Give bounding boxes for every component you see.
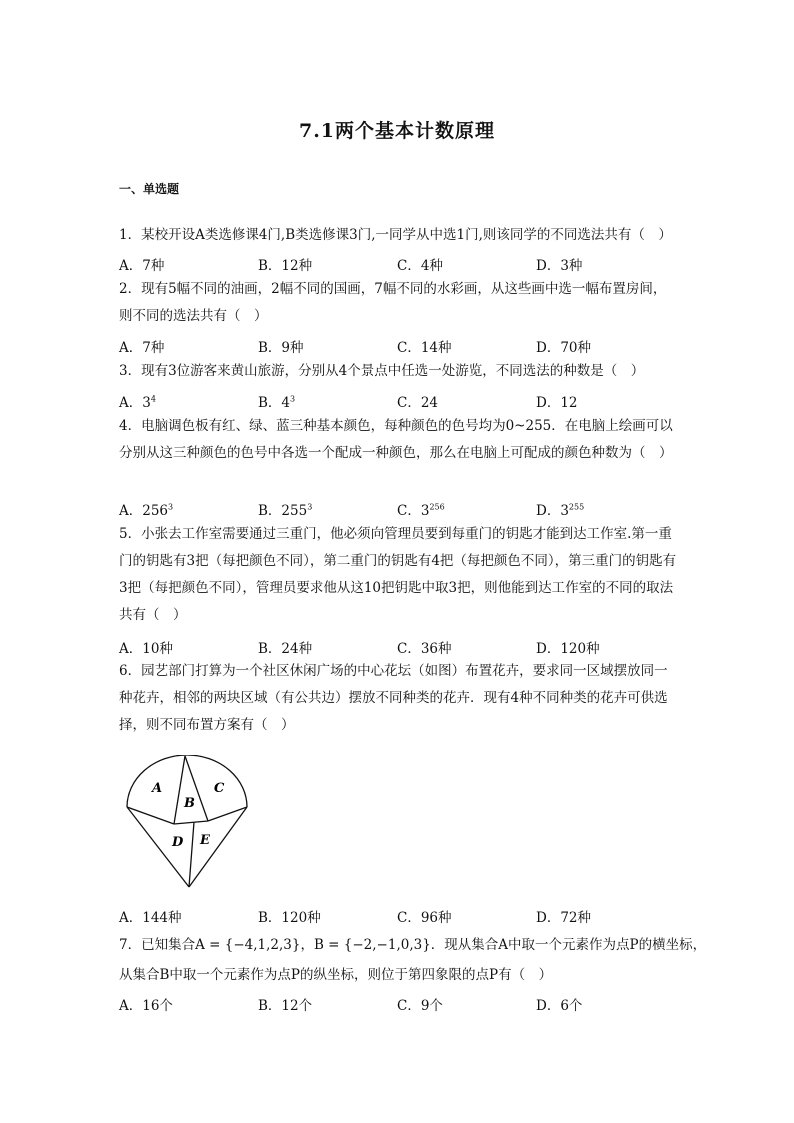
q7-option-a[interactable]: A．16个 (119, 998, 173, 1014)
q3-a-base: 3 (142, 395, 151, 411)
q4-option-b[interactable] (258, 499, 312, 519)
q3-b-exp: 3 (290, 394, 296, 404)
question-4-stem: 4．电脑调色板有红、绿、蓝三种基本颜色，每种颜色的色号均为0~255．在电脑上绘画可以分别从这三种颜色的色号中各选一个配成一种颜色，那么在电脑上可配成的颜色种数为（ ） (119, 418, 673, 461)
question-3-stem: 3．现有3位游客来黄山旅游，分别从4个景点中任选一处游览，不同选法的种数是（ ） (119, 363, 645, 379)
q4-option-c-label: C． (397, 503, 421, 519)
q2-option-b[interactable]: B．9种 (258, 340, 304, 356)
q7-option-c[interactable]: C．9个 (397, 998, 443, 1014)
q4-b-base: 255 (281, 503, 308, 519)
section-heading: 一、单选题 (119, 182, 180, 196)
question-1-stem: 1．某校开设A类选修课4门,B类选修课3门,一同学从中选1门,则该同学的不同选法共有（ ） (119, 227, 672, 243)
q6-option-c[interactable]: C．96种 (397, 910, 452, 926)
q4-c-base: 3 (420, 503, 430, 519)
question-5-stem: 5．小张去工作室需要通过三重门，他必须向管理员要到每重门的钥匙才能到达工作室.第一重门的钥匙有3把（每把颜色不同），第二重门的钥匙有4把（每把颜色不同），第三重门的钥匙有3把（每把颜色不同），管理员要求他从这10把钥匙中取3把，则他能到达工作室的不同的取法共有（ ） (119, 526, 677, 623)
question-7-stem-line2: 从集合B中取一个元素作为点P的纵坐标，则位于第四象限的点P有（ ） (119, 967, 553, 983)
question-6-stem: 6．园艺部门打算为一个社区休闲广场的中心花坛（如图）布置花卉，要求同一区域摆放同一种花卉，相邻的两块区域（有公共边）摆放不同种类的花卉．现有4种不同种类的花卉可供选择，则不同布置方案有（ ） (119, 663, 668, 733)
q4-option-a[interactable] (119, 499, 173, 519)
q4-a-exp: 3 (168, 502, 174, 512)
q3-option-a-label: A． (119, 395, 143, 411)
question-4-options (119, 499, 679, 521)
q4-d-exp: 255 (568, 502, 585, 512)
q3-option-b-label: B． (258, 395, 282, 411)
q4-a-base: 256 (142, 503, 169, 519)
q3-option-c[interactable]: C．24 (397, 395, 439, 411)
q4-option-a-label: A． (119, 503, 143, 519)
q5-option-c[interactable]: C．36种 (397, 641, 452, 657)
q2-option-c[interactable]: C．14种 (397, 340, 452, 356)
question-3-options (119, 391, 679, 413)
q3-a-exp: 4 (150, 394, 156, 404)
q5-option-a[interactable]: A．10种 (119, 641, 173, 657)
q4-option-d[interactable] (536, 499, 584, 519)
q6-option-d[interactable]: D．72种 (536, 910, 592, 926)
q1-option-b[interactable]: B．12种 (258, 258, 313, 274)
q4-b-exp: 3 (307, 502, 313, 512)
q6-option-b[interactable]: B．120种 (258, 910, 321, 926)
q4-c-exp: 256 (429, 502, 445, 512)
q2-option-a[interactable]: A．7种 (119, 340, 165, 356)
question-6-options (119, 906, 679, 928)
q1-option-c[interactable]: C．4种 (397, 258, 443, 274)
q1-option-a[interactable]: A．7种 (119, 258, 165, 274)
q3-option-a[interactable] (119, 391, 156, 411)
q5-option-b[interactable]: B．24种 (258, 641, 313, 657)
region-c-label: C (214, 781, 225, 796)
question-7-stem-line1: 7．已知集合A = {−4,1,2,3}，B = {−2,−1,0,3}．现从集合A中取一个元素作为点P的横坐标， (119, 937, 707, 953)
q7-option-b[interactable]: B．12个 (258, 998, 313, 1014)
q6-option-a[interactable]: A．144种 (119, 910, 182, 926)
q4-d-base: 3 (560, 503, 569, 519)
q3-b-base: 4 (281, 395, 291, 411)
question-5-options (119, 637, 679, 659)
q4-option-c[interactable] (397, 499, 445, 519)
region-b-label: B (184, 796, 195, 811)
flower-bed-figure (122, 755, 252, 890)
question-1-options (119, 254, 679, 276)
question-7-options (119, 994, 679, 1016)
question-2-stem: 2．现有5幅不同的油画，2幅不同的国画，7幅不同的水彩画，从这些画中选一幅布置房间，则不同的选法共有（ ） (119, 281, 667, 324)
region-d-label: D (172, 835, 184, 850)
q7-option-d[interactable]: D．6个 (536, 998, 583, 1014)
q1-option-d[interactable]: D．3种 (536, 258, 583, 274)
region-a-label: A (152, 781, 163, 796)
q4-option-d-label: D． (536, 503, 561, 519)
q2-option-d[interactable]: D．70种 (536, 340, 592, 356)
q3-option-d[interactable]: D．12 (536, 395, 578, 411)
q3-option-b[interactable] (258, 391, 295, 411)
question-2-options (119, 336, 679, 358)
q4-option-b-label: B． (258, 503, 282, 519)
page-title: 7.1两个基本计数原理 (298, 120, 496, 142)
region-e-label: E (200, 833, 210, 848)
q5-option-d[interactable]: D．120种 (536, 641, 600, 657)
